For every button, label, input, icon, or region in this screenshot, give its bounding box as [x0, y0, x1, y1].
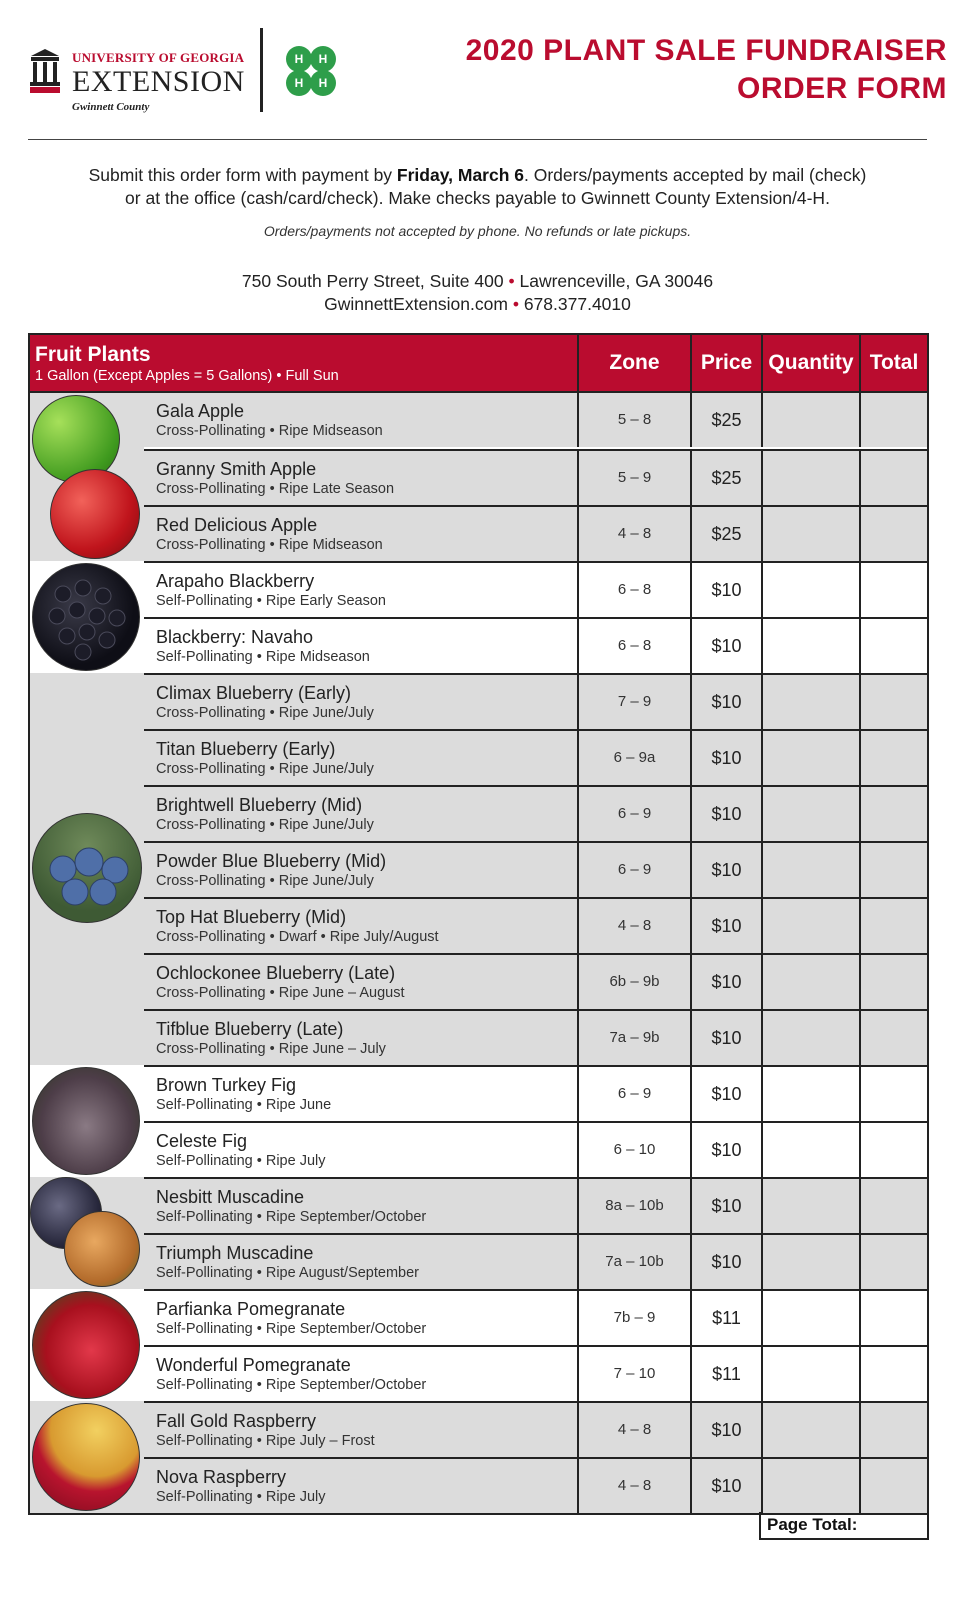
quantity-input[interactable] [761, 451, 859, 505]
extension-wordmark: EXTENSION [72, 65, 245, 98]
zone-cell: 7 – 9 [577, 675, 690, 729]
contact-info [28, 270, 927, 316]
plant-description: Cross-Pollinating • Ripe Midseason [156, 423, 383, 439]
row-total-input[interactable] [859, 507, 927, 561]
intro-text-2: . Orders/payments accepted by mail (check) [524, 165, 867, 185]
plant-cell [144, 1179, 577, 1233]
pomegranate-image [32, 1291, 140, 1399]
table-row [30, 1233, 927, 1289]
table-row [30, 1121, 927, 1177]
price-cell: $10 [690, 787, 761, 841]
university-name: UNIVERSITY OF GEORGIA [72, 50, 245, 65]
plant-description: Cross-Pollinating • Ripe June/July [156, 817, 374, 833]
zone-cell: 6b – 9b [577, 955, 690, 1009]
plant-name: Fall Gold Raspberry [156, 1411, 317, 1431]
price-cell: $25 [690, 451, 761, 505]
quantity-input[interactable] [761, 1403, 859, 1457]
plant-description: Cross-Pollinating • Ripe June/July [156, 761, 374, 777]
row-total-input[interactable] [859, 1291, 927, 1345]
quantity-input[interactable] [761, 1459, 859, 1513]
quantity-input[interactable] [761, 955, 859, 1009]
plant-description: Self-Pollinating • Ripe September/October [156, 1321, 427, 1337]
policy-note: Orders/payments not accepted by phone. No refunds or late pickups. [263, 223, 692, 239]
header-divider [28, 139, 927, 140]
table-row [30, 393, 927, 449]
uga-arch-icon [28, 46, 62, 94]
phone-number: 678.377.4010 [523, 294, 631, 314]
plant-name: Granny Smith Apple [156, 459, 317, 479]
plant-name: Top Hat Blueberry (Mid) [156, 907, 347, 927]
quantity-column-header: Quantity [761, 335, 859, 391]
table-row [30, 1289, 927, 1345]
uga-extension-logo [28, 34, 258, 114]
price-cell: $10 [690, 1123, 761, 1177]
plant-name: Blackberry: Navaho [156, 627, 314, 647]
website: GwinnettExtension.com [324, 294, 508, 314]
zone-cell: 5 – 9 [577, 451, 690, 505]
zone-cell: 4 – 8 [577, 899, 690, 953]
price-cell: $10 [690, 899, 761, 953]
zone-cell: 6 – 9a [577, 731, 690, 785]
plant-description: Cross-Pollinating • Ripe June/July [156, 705, 374, 721]
row-total-input[interactable] [859, 843, 927, 897]
price-cell: $10 [690, 1011, 761, 1065]
price-cell: $10 [690, 1067, 761, 1121]
quantity-input[interactable] [761, 675, 859, 729]
quantity-input[interactable] [761, 1067, 859, 1121]
zone-cell: 7b – 9 [577, 1291, 690, 1345]
quantity-input[interactable] [761, 899, 859, 953]
plant-name: Ochlockonee Blueberry (Late) [156, 963, 396, 983]
quantity-input[interactable] [761, 1179, 859, 1233]
table-row [30, 1457, 927, 1513]
quantity-input[interactable] [761, 563, 859, 617]
separator: • [512, 294, 519, 314]
blackberry-image-cell [30, 561, 144, 673]
quantity-input[interactable] [761, 731, 859, 785]
price-cell: $25 [690, 393, 761, 447]
city-state-zip: Lawrenceville, GA 30046 [519, 271, 714, 291]
plant-cell [144, 1403, 577, 1457]
total-column-header: Total [859, 335, 927, 391]
table-row [30, 617, 927, 673]
row-total-input[interactable] [859, 787, 927, 841]
plant-description: Self-Pollinating • Ripe September/October [156, 1209, 427, 1225]
plant-name: Wonderful Pomegranate [156, 1355, 351, 1375]
street-address: 750 South Perry Street, Suite 400 [241, 271, 504, 291]
plant-cell [144, 1067, 577, 1121]
fig-image [32, 1067, 140, 1175]
quantity-input[interactable] [761, 1235, 859, 1289]
price-cell: $10 [690, 1235, 761, 1289]
price-cell: $10 [690, 1459, 761, 1513]
table-subtitle: 1 Gallon (Except Apples = 5 Gallons) • Full Sun [35, 368, 339, 384]
blackberry-drupelets [33, 564, 140, 671]
row-total-input[interactable] [859, 1179, 927, 1233]
row-total-input[interactable] [859, 1067, 927, 1121]
plant-description: Self-Pollinating • Ripe Midseason [156, 649, 370, 665]
plant-cell [144, 899, 577, 953]
plant-name: Gala Apple [156, 401, 245, 421]
plant-cell [144, 1459, 577, 1513]
zone-cell: 4 – 8 [577, 507, 690, 561]
row-total-input[interactable] [859, 955, 927, 1009]
plant-name: Triumph Muscadine [156, 1243, 314, 1263]
plant-cell [144, 1291, 577, 1345]
row-total-input[interactable] [859, 1123, 927, 1177]
svg-text:H: H [318, 76, 328, 90]
plant-description: Cross-Pollinating • Ripe June – July [156, 1041, 386, 1057]
row-total-input[interactable] [859, 1459, 927, 1513]
table-row [30, 449, 927, 505]
raspberry-image-cell [30, 1401, 144, 1513]
row-total-input[interactable] [859, 1235, 927, 1289]
plant-description: Self-Pollinating • Ripe June [156, 1097, 332, 1113]
table-title-cell [35, 343, 339, 385]
row-total-input[interactable] [859, 1403, 927, 1457]
fig-image-cell [30, 1065, 144, 1177]
title-line-1: 2020 PLANT SALE FUNDRAISER [465, 34, 947, 67]
price-cell: $10 [690, 731, 761, 785]
table-row [30, 729, 927, 785]
plant-name: Arapaho Blackberry [156, 571, 315, 591]
row-total-input[interactable] [859, 563, 927, 617]
plant-cell [144, 731, 577, 785]
quantity-input[interactable] [761, 1291, 859, 1345]
plant-name: Red Delicious Apple [156, 515, 318, 535]
red-apple-image [50, 469, 140, 559]
table-header [30, 335, 927, 393]
table-row [30, 897, 927, 953]
svg-text:H: H [318, 52, 328, 66]
plant-name: Parfianka Pomegranate [156, 1299, 346, 1319]
row-total-input[interactable] [859, 451, 927, 505]
table-row [30, 505, 927, 561]
plant-name: Titan Blueberry (Early) [156, 739, 336, 759]
row-total-input[interactable] [859, 393, 927, 447]
table-row [30, 1065, 927, 1121]
order-table [28, 333, 929, 1515]
price-cell: $10 [690, 1403, 761, 1457]
quantity-input[interactable] [761, 393, 859, 447]
row-total-input[interactable] [859, 1347, 927, 1401]
quantity-input[interactable] [761, 507, 859, 561]
quantity-input[interactable] [761, 1347, 859, 1401]
deadline: Friday, March 6 [396, 165, 525, 185]
quantity-input[interactable] [761, 1123, 859, 1177]
logo-divider [260, 28, 263, 112]
plant-name: Nova Raspberry [156, 1467, 287, 1487]
intro-text-1: Submit this order form with payment by [88, 165, 397, 185]
pomegranate-image-cell [30, 1289, 144, 1401]
table-body [30, 393, 927, 1513]
form-title [466, 32, 947, 108]
zone-column-header: Zone [577, 335, 690, 391]
zone-cell: 7a – 10b [577, 1235, 690, 1289]
plant-name: Brown Turkey Fig [156, 1075, 297, 1095]
svg-text:H: H [294, 76, 304, 90]
zone-cell: 7a – 9b [577, 1011, 690, 1065]
zone-cell: 6 – 9 [577, 843, 690, 897]
zone-cell: 8a – 10b [577, 1179, 690, 1233]
zone-cell: 6 – 8 [577, 619, 690, 673]
plant-cell [144, 507, 577, 561]
page-total-field[interactable]: Page Total: [759, 1512, 929, 1540]
price-cell: $10 [690, 619, 761, 673]
plant-description: Self-Pollinating • Ripe Early Season [156, 593, 386, 609]
row-total-input[interactable] [859, 675, 927, 729]
plant-cell [144, 955, 577, 1009]
zone-cell: 4 – 8 [577, 1403, 690, 1457]
plant-description: Cross-Pollinating • Dwarf • Ripe July/August [156, 929, 439, 945]
plant-description: Cross-Pollinating • Ripe Midseason [156, 537, 383, 553]
zone-cell: 4 – 8 [577, 1459, 690, 1513]
plant-name: Tifblue Blueberry (Late) [156, 1019, 344, 1039]
plant-cell [144, 393, 577, 447]
instructions [28, 164, 927, 210]
intro-text-3: or at the office (cash/card/check). Make checks payable to Gwinnett County Extension/4-H. [125, 188, 830, 208]
quantity-input[interactable] [761, 787, 859, 841]
plant-description: Self-Pollinating • Ripe August/September [156, 1265, 420, 1281]
price-cell: $10 [690, 843, 761, 897]
blueberry-cluster [33, 814, 142, 923]
table-title: Fruit Plants [35, 343, 151, 366]
quantity-input[interactable] [761, 843, 859, 897]
apple-image-cell [30, 393, 144, 561]
price-cell: $10 [690, 675, 761, 729]
plant-description: Self-Pollinating • Ripe July – Frost [156, 1433, 375, 1449]
four-h-clover-icon [280, 40, 342, 102]
plant-name: Climax Blueberry (Early) [156, 683, 352, 703]
price-cell: $10 [690, 563, 761, 617]
row-total-input[interactable] [859, 619, 927, 673]
plant-description: Self-Pollinating • Ripe July [156, 1153, 326, 1169]
table-row [30, 1345, 927, 1401]
row-total-input[interactable] [859, 899, 927, 953]
price-cell: $11 [690, 1291, 761, 1345]
plant-description: Self-Pollinating • Ripe July [156, 1489, 326, 1505]
plant-cell [144, 1011, 577, 1065]
raspberry-image [32, 1403, 140, 1511]
quantity-input[interactable] [761, 1011, 859, 1065]
table-row [30, 785, 927, 841]
row-total-input[interactable] [859, 1011, 927, 1065]
price-cell: $10 [690, 1179, 761, 1233]
page-header [28, 24, 947, 120]
blueberry-image [32, 813, 142, 923]
plant-cell [144, 843, 577, 897]
table-row [30, 1177, 927, 1233]
blackberry-image [32, 563, 140, 671]
plant-description: Cross-Pollinating • Ripe June – August [156, 985, 405, 1001]
plant-name: Brightwell Blueberry (Mid) [156, 795, 363, 815]
plant-description: Cross-Pollinating • Ripe Late Season [156, 481, 395, 497]
price-cell: $25 [690, 507, 761, 561]
plant-cell [144, 619, 577, 673]
bronze-muscadine-image [64, 1211, 140, 1287]
plant-cell [144, 451, 577, 505]
zone-cell: 6 – 10 [577, 1123, 690, 1177]
separator: • [508, 271, 515, 291]
plant-name: Celeste Fig [156, 1131, 248, 1151]
table-row [30, 1009, 927, 1065]
plant-name: Powder Blue Blueberry (Mid) [156, 851, 387, 871]
zone-cell: 6 – 8 [577, 563, 690, 617]
blueberry-image-cell [30, 673, 144, 1065]
table-row [30, 841, 927, 897]
table-row [30, 673, 927, 729]
zone-cell: 7 – 10 [577, 1347, 690, 1401]
county-name: Gwinnett County [72, 101, 150, 113]
plant-cell [144, 1235, 577, 1289]
plant-description: Self-Pollinating • Ripe September/October [156, 1377, 427, 1393]
plant-cell [144, 1347, 577, 1401]
table-row [30, 953, 927, 1009]
price-cell: $10 [690, 955, 761, 1009]
zone-cell: 6 – 9 [577, 1067, 690, 1121]
plant-cell [144, 787, 577, 841]
row-total-input[interactable] [859, 731, 927, 785]
svg-text:H: H [294, 52, 304, 66]
plant-cell [144, 675, 577, 729]
quantity-input[interactable] [761, 619, 859, 673]
table-row [30, 1401, 927, 1457]
price-column-header: Price [690, 335, 761, 391]
plant-description: Cross-Pollinating • Ripe June/July [156, 873, 374, 889]
title-line-2: ORDER FORM [737, 72, 947, 105]
zone-cell: 5 – 8 [577, 393, 690, 447]
muscadine-image-cell [30, 1177, 144, 1289]
plant-cell [144, 563, 577, 617]
zone-cell: 6 – 9 [577, 787, 690, 841]
price-cell: $11 [690, 1347, 761, 1401]
plant-name: Nesbitt Muscadine [156, 1187, 305, 1207]
table-row [30, 561, 927, 617]
plant-cell [144, 1123, 577, 1177]
